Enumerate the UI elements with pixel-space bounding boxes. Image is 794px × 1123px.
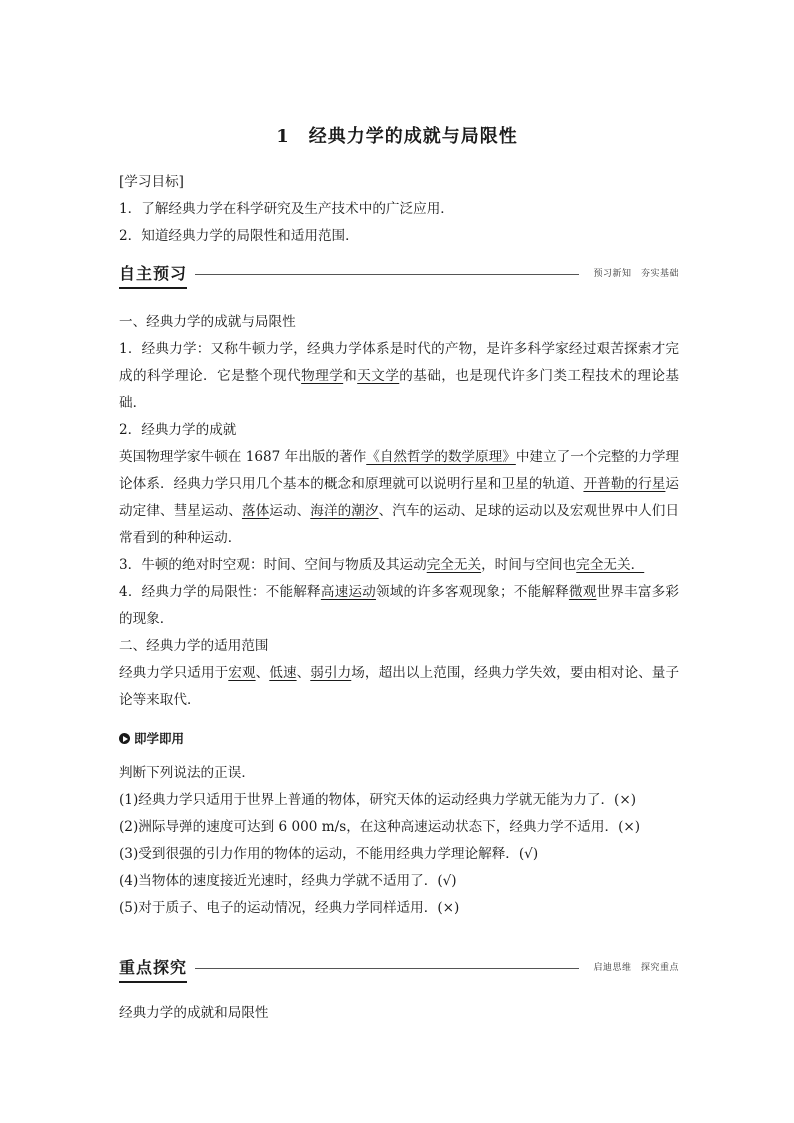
underlined-answer: 完全无关 — [426, 557, 482, 573]
objective-item-1: 1．了解经典力学在科学研究及生产技术中的广泛应用． — [119, 201, 454, 217]
section-divider — [195, 968, 579, 969]
paragraph-absolute-spacetime — [119, 552, 679, 579]
play-circle-icon — [119, 733, 130, 744]
objectives-heading: [学习目标] — [119, 174, 184, 190]
section-title: 重点探究 — [119, 957, 187, 983]
paragraph-classical-mechanics — [119, 336, 679, 417]
text: 3．牛顿的绝对时空观：时间、空间与物质及其运动 — [119, 557, 427, 573]
text: 经典力学只适用于 — [119, 665, 229, 681]
underlined-answer: 微观 — [568, 584, 597, 600]
underlined-answer: 物理学 — [301, 368, 344, 384]
text: 和 — [343, 368, 358, 384]
page-title: 1 经典力学的成就与局限性 — [276, 126, 518, 147]
text: 领域的许多客观现象；不能解释 — [375, 584, 569, 600]
part2-heading: 二、经典力学的适用范围 — [119, 638, 269, 654]
section-subtitle: 启迪思维 探究重点 — [593, 963, 679, 973]
practice-item-4: (4)当物体的速度接近光速时，经典力学就不适用了．(√) — [119, 873, 457, 889]
section-subtitle: 预习新知 夯实基础 — [593, 269, 679, 279]
underlined-answer: 开普勒的行星 — [583, 476, 666, 492]
text: 、 — [255, 665, 270, 681]
objective-item-2: 2．知道经典力学的局限性和适用范围． — [119, 228, 359, 244]
underlined-answer: 弱引力 — [310, 665, 352, 681]
section-divider — [195, 274, 579, 275]
text: 英国物理学家牛顿在 1687 年出版的著作 — [119, 449, 367, 465]
underlined-answer: 宏观 — [228, 665, 256, 681]
text: 世界丰富多彩的现象． — [119, 584, 680, 627]
underlined-answer: 《自然哲学的数学原理》 — [366, 449, 516, 465]
practice-intro: 判断下列说法的正误． — [119, 765, 255, 781]
practice-item-3: (3)受到很强的引力作用的物体的运动，不能用经典力学理论解释．(√) — [119, 846, 539, 862]
text: 运动、 — [269, 503, 311, 519]
underlined-answer: 高速运动 — [320, 584, 376, 600]
part1-heading: 一、经典力学的成就与局限性 — [119, 314, 296, 330]
paragraph-limitations — [119, 579, 679, 633]
topic-heading: 经典力学的成就和局限性 — [119, 1005, 269, 1021]
practice-item-5: (5)对于质子、电子的运动情况，经典力学同样适用．(×) — [119, 900, 460, 916]
paragraph-scope — [119, 660, 679, 714]
section-header-focus — [119, 957, 679, 983]
practice-item-1: (1)经典力学只适用于世界上普通的物体，研究天体的运动经典力学就无能为力了．(×) — [119, 792, 637, 808]
text: 、汽车的运动、足球的运动以及宏观世界中人们日常看到的种种运动． — [119, 503, 680, 546]
practice-label-text: 即学即用 — [134, 731, 185, 746]
underlined-answer: 海洋的潮汐 — [310, 503, 379, 519]
text: 4．经典力学的局限性：不能解释 — [119, 584, 321, 600]
underlined-answer: 低速 — [269, 665, 297, 681]
paragraph-achievements — [119, 444, 679, 552]
practice-label — [119, 729, 184, 749]
underlined-answer: 天文学 — [357, 368, 400, 384]
text: 的基础，也是现代许多门类工程技术的理论基础． — [119, 368, 680, 411]
text: 中建立了一个完整的力学理论体系．经典力学只用几个基本的概念和原理就可以说明行星和卫星的轨道、 — [119, 449, 680, 492]
underlined-answer: 完全无关． — [576, 557, 645, 573]
section-title: 自主预习 — [119, 263, 187, 289]
text: 运动定律、彗星运动、 — [119, 476, 680, 519]
achievements-heading: 2．经典力学的成就 — [119, 422, 237, 438]
section-header-preview — [119, 263, 679, 289]
text: 、 — [296, 665, 311, 681]
text: ，时间与空间也 — [481, 557, 577, 573]
practice-item-2: (2)洲际导弹的速度可达到 6 000 m/s，在这种高速运动状态下，经典力学不适用．(×) — [119, 819, 641, 835]
underlined-answer: 落体 — [241, 503, 270, 519]
text: 场，超出以上范围，经典力学失效，要由相对论、量子论等来取代． — [119, 665, 680, 708]
text: 1．经典力学：又称牛顿力学，经典力学体系是时代的产物，是许多科学家经过艰苦探索才完成的科学理论．它是整个现代 — [119, 341, 679, 384]
